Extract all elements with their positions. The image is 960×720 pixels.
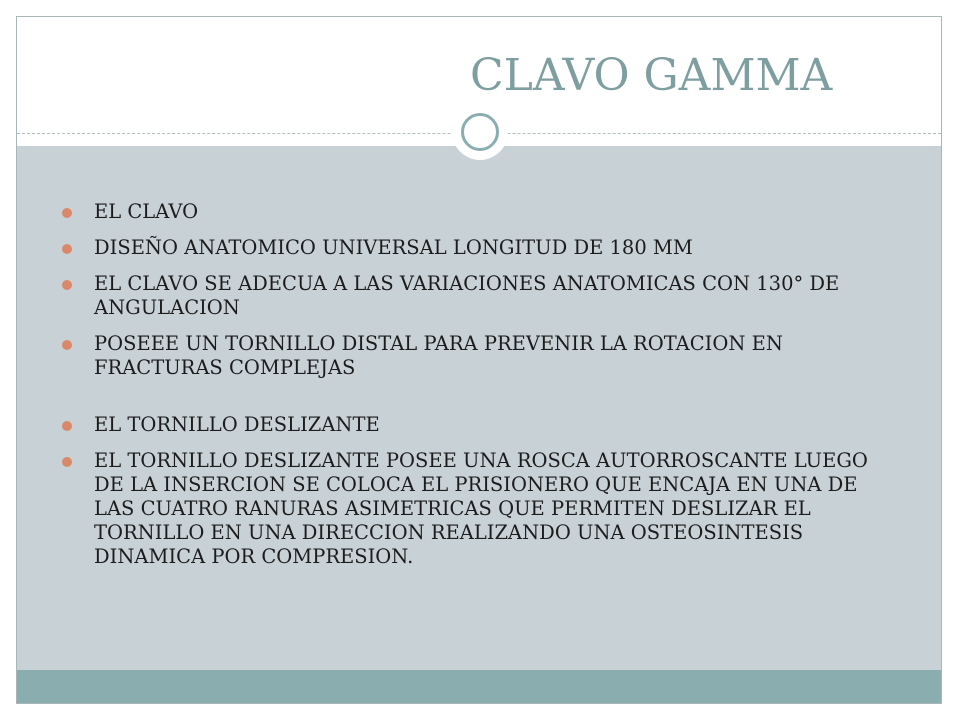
- bullet-text: POSEEE UN TORNILLO DISTAL PARA PREVENIR LA ROTACION EN FRACTURAS COMPLEJAS: [94, 332, 783, 379]
- circle-ornament-icon: [452, 104, 508, 160]
- bullet-dot-icon: [62, 208, 72, 218]
- list-item: [60, 272, 880, 320]
- bullet-dot-icon: [62, 340, 72, 350]
- bullet-dot-icon: [62, 280, 72, 290]
- bullet-text: EL TORNILLO DESLIZANTE POSEE UNA ROSCA AUTORROSCANTE LUEGO DE LA INSERCION SE COLOCA EL PRISIONERO QUE ENCAJA EN UNA DE LAS CUATRO RANURAS ASIMETRICAS QUE PERMITEN DESLIZAR EL TORNILLO EN UNA DIRECCION REALIZANDO UNA OSTEOSINTESIS DINAMICA POR COMPRESION.: [94, 449, 868, 568]
- bullet-dot-icon: [62, 421, 72, 431]
- bullet-list: [60, 200, 880, 581]
- bullet-text: DISEÑO ANATOMICO UNIVERSAL LONGITUD DE 180 MM: [94, 236, 693, 259]
- bullet-text: EL CLAVO: [94, 200, 199, 223]
- bullet-dot-icon: [62, 457, 72, 467]
- bullet-dot-icon: [62, 244, 72, 254]
- list-item: [60, 200, 880, 224]
- footer-band: [17, 670, 941, 703]
- list-item: [60, 449, 880, 569]
- bullet-text: EL TORNILLO DESLIZANTE: [94, 413, 380, 436]
- list-item: [60, 236, 880, 260]
- list-item: [60, 413, 880, 437]
- circle-ornament-inner: [461, 113, 499, 151]
- slide-title: CLAVO GAMMA: [470, 50, 833, 101]
- bullet-text: EL CLAVO SE ADECUA A LAS VARIACIONES ANATOMICAS CON 130° DE ANGULACION: [94, 272, 840, 319]
- list-item: [60, 332, 880, 380]
